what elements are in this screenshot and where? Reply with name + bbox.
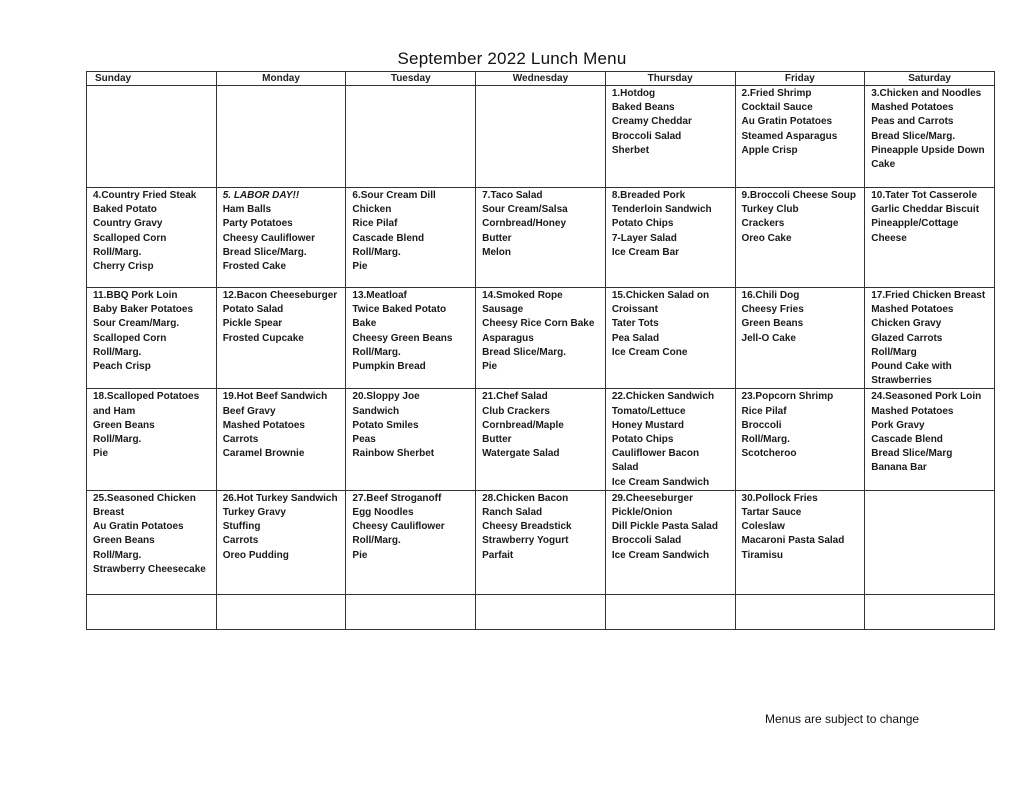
menu-item: Garlic Cheddar Biscuit <box>871 204 980 216</box>
menu-entree: 1.Hotdog <box>611 88 656 99</box>
menu-item: Turkey Gravy <box>222 507 286 519</box>
menu-item: Au Gratin Potatoes <box>93 521 184 533</box>
day-cell <box>735 86 865 188</box>
menu-item: Baked Beans <box>611 102 675 114</box>
menu-item: Cheese <box>871 232 907 244</box>
menu-item: Roll/Marg. <box>741 434 790 446</box>
page-title: September 2022 Lunch Menu <box>397 49 627 68</box>
menu-item: Frosted Cupcake <box>222 332 304 344</box>
menu-item: Cheesy Fries <box>741 304 804 316</box>
menu-item: Broccoli Salad <box>611 130 682 142</box>
menu-calendar <box>86 71 995 630</box>
menu-entree: 4.Country Fried Steak <box>93 190 197 201</box>
menu-item: Potato Salad <box>222 304 284 316</box>
menu-item: Honey Mustard <box>611 419 685 431</box>
day-cell <box>605 594 735 629</box>
menu-item: Party Potatoes <box>222 218 293 230</box>
header-saturday: Saturday <box>865 72 995 86</box>
day-cell <box>346 288 476 389</box>
menu-entree: 20.Sloppy Joe <box>352 391 420 403</box>
menu-item: Tartar Sauce <box>741 507 802 519</box>
day-cell <box>476 389 606 490</box>
menu-item: Green Beans <box>93 535 155 547</box>
menu-item: Ranch Salad <box>482 507 543 519</box>
menu-item: Apple Crisp <box>741 144 798 156</box>
menu-item: Mashed Potatoes <box>871 405 954 417</box>
day-cell <box>605 188 735 288</box>
menu-item: Cauliflower Bacon <box>611 448 700 460</box>
menu-item: Coleslaw <box>741 521 785 533</box>
menu-item: Pie <box>93 448 109 460</box>
menu-item: Bake <box>352 318 377 330</box>
menu-entree: 18.Scalloped Potatoes <box>93 391 200 403</box>
menu-item: Ice Cream Sandwich <box>611 476 710 488</box>
day-cell <box>865 288 995 389</box>
menu-item: and Ham <box>93 405 136 417</box>
menu-entree: 19.Hot Beef Sandwich <box>222 391 328 403</box>
menu-item: Tenderloin Sandwich <box>611 204 712 216</box>
menu-item: Potato Chips <box>611 218 674 230</box>
header-friday: Friday <box>735 72 865 86</box>
menu-item: Cornbread/Maple <box>482 419 564 431</box>
menu-entree: 3.Chicken and Noodles <box>871 88 982 99</box>
week-row <box>87 490 995 594</box>
menu-entree: 27.Beef Stroganoff <box>352 492 442 504</box>
menu-item: Cascade Blend <box>871 434 943 446</box>
menu-item: Oreo Pudding <box>222 549 289 561</box>
menu-entree: 16.Chili Dog <box>741 290 800 301</box>
menu-item: Macaroni Pasta Salad <box>741 535 845 547</box>
day-cell <box>87 389 217 490</box>
menu-item: Pie <box>482 361 498 373</box>
menu-item: Pumpkin Bread <box>352 361 426 373</box>
menu-item: Tater Tots <box>611 318 659 330</box>
menu-item: Peas <box>352 434 376 446</box>
menu-item: Pea Salad <box>611 332 660 344</box>
menu-item: Roll/Marg. <box>352 346 401 358</box>
menu-item: Pickle Spear <box>222 318 283 330</box>
menu-item: Rainbow Sherbet <box>352 448 435 460</box>
day-cell <box>735 288 865 389</box>
menu-item: Oreo Cake <box>741 232 792 244</box>
menu-item: Pie <box>352 261 368 273</box>
menu-entree: 29.Cheeseburger <box>611 492 693 504</box>
menu-entree: 22.Chicken Sandwich <box>611 391 715 403</box>
menu-entree: 6.Sour Cream Dill <box>352 190 436 201</box>
menu-entree: 28.Chicken Bacon <box>482 492 569 504</box>
menu-item: Bread Slice/Marg. <box>482 346 567 358</box>
day-cell <box>346 490 476 594</box>
footnote: Menus are subject to change <box>765 712 920 726</box>
menu-item: Banana Bar <box>871 462 927 474</box>
day-cell <box>346 594 476 629</box>
menu-entree: 8.Breaded Pork <box>611 190 686 201</box>
menu-item: Chicken <box>352 204 392 216</box>
menu-item: Roll/Marg. <box>93 346 142 358</box>
header-tuesday: Tuesday <box>346 72 476 86</box>
day-cell <box>87 86 217 188</box>
menu-item: Beef Gravy <box>222 405 276 417</box>
day-cell <box>346 86 476 188</box>
menu-item: Twice Baked Potato <box>352 304 447 316</box>
menu-item: Rice Pilaf <box>352 218 398 230</box>
menu-item: Sandwich <box>352 405 400 417</box>
week-row <box>87 594 995 629</box>
day-cell <box>216 389 346 490</box>
menu-entree: 21.Chef Salad <box>482 391 548 403</box>
menu-item: Creamy Cheddar <box>611 116 692 128</box>
menu-item: Pineapple/Cottage <box>871 218 959 230</box>
menu-item: Cheesy Cauliflower <box>352 521 445 533</box>
day-cell <box>735 594 865 629</box>
header-sunday: Sunday <box>87 72 217 86</box>
menu-item: Breast <box>93 507 125 519</box>
menu-item: Cheesy Cauliflower <box>222 232 315 244</box>
menu-item: Pork Gravy <box>871 419 925 431</box>
menu-item: Carrots <box>222 535 259 547</box>
menu-item: Baked Potato <box>93 204 157 216</box>
menu-item: Salad <box>611 462 639 474</box>
header-monday: Monday <box>216 72 346 86</box>
menu-item: Strawberries <box>871 375 932 387</box>
menu-item: Glazed Carrots <box>871 332 943 344</box>
menu-item: Bread Slice/Marg <box>871 448 953 460</box>
menu-item: Scotcheroo <box>741 448 797 460</box>
menu-item: Strawberry Yogurt <box>482 535 569 547</box>
menu-item: Mashed Potatoes <box>871 304 954 316</box>
menu-item: Strawberry Cheesecake <box>93 563 206 575</box>
menu-entree: 23.Popcorn Shrimp <box>741 391 834 403</box>
menu-item: Mashed Potatoes <box>222 419 305 431</box>
menu-item: Stuffing <box>222 521 261 533</box>
menu-item: Peach Crisp <box>93 361 151 373</box>
menu-item: Tomato/Lettuce <box>611 405 686 417</box>
menu-item: Pickle/Onion <box>611 507 673 519</box>
menu-item: Frosted Cake <box>222 261 287 273</box>
day-cell <box>605 86 735 188</box>
day-cell <box>87 594 217 629</box>
menu-item: Broccoli <box>741 419 782 431</box>
menu-item: Cheesy Green Beans <box>352 332 453 344</box>
menu-item: Scalloped Corn <box>93 332 167 344</box>
menu-item: Turkey Club <box>741 204 799 216</box>
menu-entree: 13.Meatloaf <box>352 290 407 301</box>
day-cell <box>735 389 865 490</box>
menu-entree: 5. LABOR DAY!! <box>222 190 300 201</box>
week-row <box>87 288 995 389</box>
menu-entree: 30.Pollock Fries <box>741 492 818 504</box>
menu-item: Roll/Marg. <box>93 549 142 561</box>
menu-item: Melon <box>482 246 511 258</box>
week-row <box>87 86 995 188</box>
weekday-header-row <box>87 72 995 86</box>
day-cell <box>865 594 995 629</box>
menu-item: Broccoli Salad <box>611 535 682 547</box>
menu-item: Potato Smiles <box>352 419 419 431</box>
day-cell <box>605 389 735 490</box>
menu-item: Cheesy Breadstick <box>482 521 572 533</box>
menu-item: Parfait <box>482 549 514 561</box>
day-cell <box>87 188 217 288</box>
menu-item: Crackers <box>741 218 785 230</box>
menu-item: Ice Cream Cone <box>611 346 688 358</box>
menu-item: Ham Balls <box>222 204 272 216</box>
menu-item: Country Gravy <box>93 218 163 230</box>
menu-item: Bread Slice/Marg. <box>222 246 307 258</box>
menu-entree: 14.Smoked Rope <box>482 290 563 301</box>
menu-entree: 26.Hot Turkey Sandwich <box>222 492 338 504</box>
menu-item: Green Beans <box>93 419 155 431</box>
menu-item: Watergate Salad <box>482 448 560 460</box>
day-cell <box>346 389 476 490</box>
day-cell <box>476 188 606 288</box>
day-cell <box>865 188 995 288</box>
day-cell <box>216 188 346 288</box>
menu-item: Roll/Marg. <box>93 434 142 446</box>
menu-entree: 17.Fried Chicken Breast <box>871 290 986 301</box>
menu-item: Croissant <box>611 304 658 316</box>
day-cell <box>476 86 606 188</box>
day-cell <box>735 188 865 288</box>
day-cell <box>735 490 865 594</box>
menu-entree: 10.Tater Tot Casserole <box>871 190 977 201</box>
menu-item: Pie <box>352 549 368 561</box>
menu-item: Ice Cream Bar <box>611 246 680 258</box>
header-wednesday: Wednesday <box>476 72 606 86</box>
day-cell <box>476 288 606 389</box>
menu-item: Jell-O Cake <box>741 332 796 344</box>
week-row <box>87 188 995 288</box>
menu-item: Cherry Crisp <box>93 261 154 273</box>
menu-item: Bread Slice/Marg. <box>871 130 956 142</box>
day-cell <box>216 594 346 629</box>
menu-item: Roll/Marg. <box>93 246 142 258</box>
menu-item: Sausage <box>482 304 524 316</box>
menu-item: Carrots <box>222 434 259 446</box>
menu-item: Baby Baker Potatoes <box>93 304 194 316</box>
menu-item: Peas and Carrots <box>871 116 954 128</box>
day-cell <box>476 490 606 594</box>
day-cell <box>865 389 995 490</box>
menu-item: Egg Noodles <box>352 507 414 519</box>
menu-item: Butter <box>482 232 512 244</box>
menu-entree: 12.Bacon Cheeseburger <box>222 290 338 301</box>
menu-entree: 24.Seasoned Pork Loin <box>871 391 982 403</box>
menu-item: Cocktail Sauce <box>741 102 813 114</box>
day-cell <box>865 86 995 188</box>
menu-item: Roll/Marg. <box>352 535 401 547</box>
menu-item: 7-Layer Salad <box>611 232 677 244</box>
day-cell <box>87 490 217 594</box>
menu-item: Dill Pickle Pasta Salad <box>611 521 718 533</box>
menu-item: Cheesy Rice Corn Bake <box>482 318 595 330</box>
menu-item: Pineapple Upside Down <box>871 144 985 156</box>
menu-item: Steamed Asparagus <box>741 130 838 142</box>
header-thursday: Thursday <box>605 72 735 86</box>
menu-entree: 25.Seasoned Chicken <box>93 492 196 504</box>
day-cell <box>87 288 217 389</box>
day-cell <box>605 288 735 389</box>
day-cell <box>476 594 606 629</box>
menu-item: Club Crackers <box>482 405 550 417</box>
day-cell <box>216 86 346 188</box>
menu-item: Roll/Marg <box>871 346 917 358</box>
menu-item: Cornbread/Honey <box>482 218 567 230</box>
menu-entree: 2.Fried Shrimp <box>741 88 812 99</box>
menu-item: Sour Cream/Salsa <box>482 204 568 216</box>
week-row <box>87 389 995 490</box>
menu-item: Green Beans <box>741 318 804 330</box>
menu-item: Caramel Brownie <box>222 448 305 460</box>
menu-item: Sour Cream/Marg. <box>93 318 180 330</box>
menu-item: Chicken Gravy <box>871 318 942 330</box>
menu-item: Ice Cream Sandwich <box>611 549 710 561</box>
menu-entree: 11.BBQ Pork Loin <box>93 290 178 301</box>
menu-item: Au Gratin Potatoes <box>741 116 833 128</box>
menu-item: Tiramisu <box>741 549 784 561</box>
menu-item: Roll/Marg. <box>352 246 401 258</box>
day-cell <box>865 490 995 594</box>
menu-item: Butter <box>482 434 512 446</box>
menu-item: Mashed Potatoes <box>871 102 954 114</box>
menu-item: Scalloped Corn <box>93 232 167 244</box>
menu-item: Potato Chips <box>611 434 674 446</box>
menu-item: Asparagus <box>482 332 534 344</box>
day-cell <box>216 490 346 594</box>
menu-item: Cake <box>871 159 896 171</box>
menu-item: Pound Cake with <box>871 361 952 373</box>
menu-entree: 7.Taco Salad <box>482 190 543 201</box>
day-cell <box>605 490 735 594</box>
menu-entree: 9.Broccoli Cheese Soup <box>741 190 856 201</box>
menu-item: Cascade Blend <box>352 232 425 244</box>
day-cell <box>216 288 346 389</box>
day-cell <box>346 188 476 288</box>
menu-item: Sherbet <box>611 144 650 156</box>
menu-item: Rice Pilaf <box>741 405 787 417</box>
menu-entree: 15.Chicken Salad on <box>611 290 710 301</box>
